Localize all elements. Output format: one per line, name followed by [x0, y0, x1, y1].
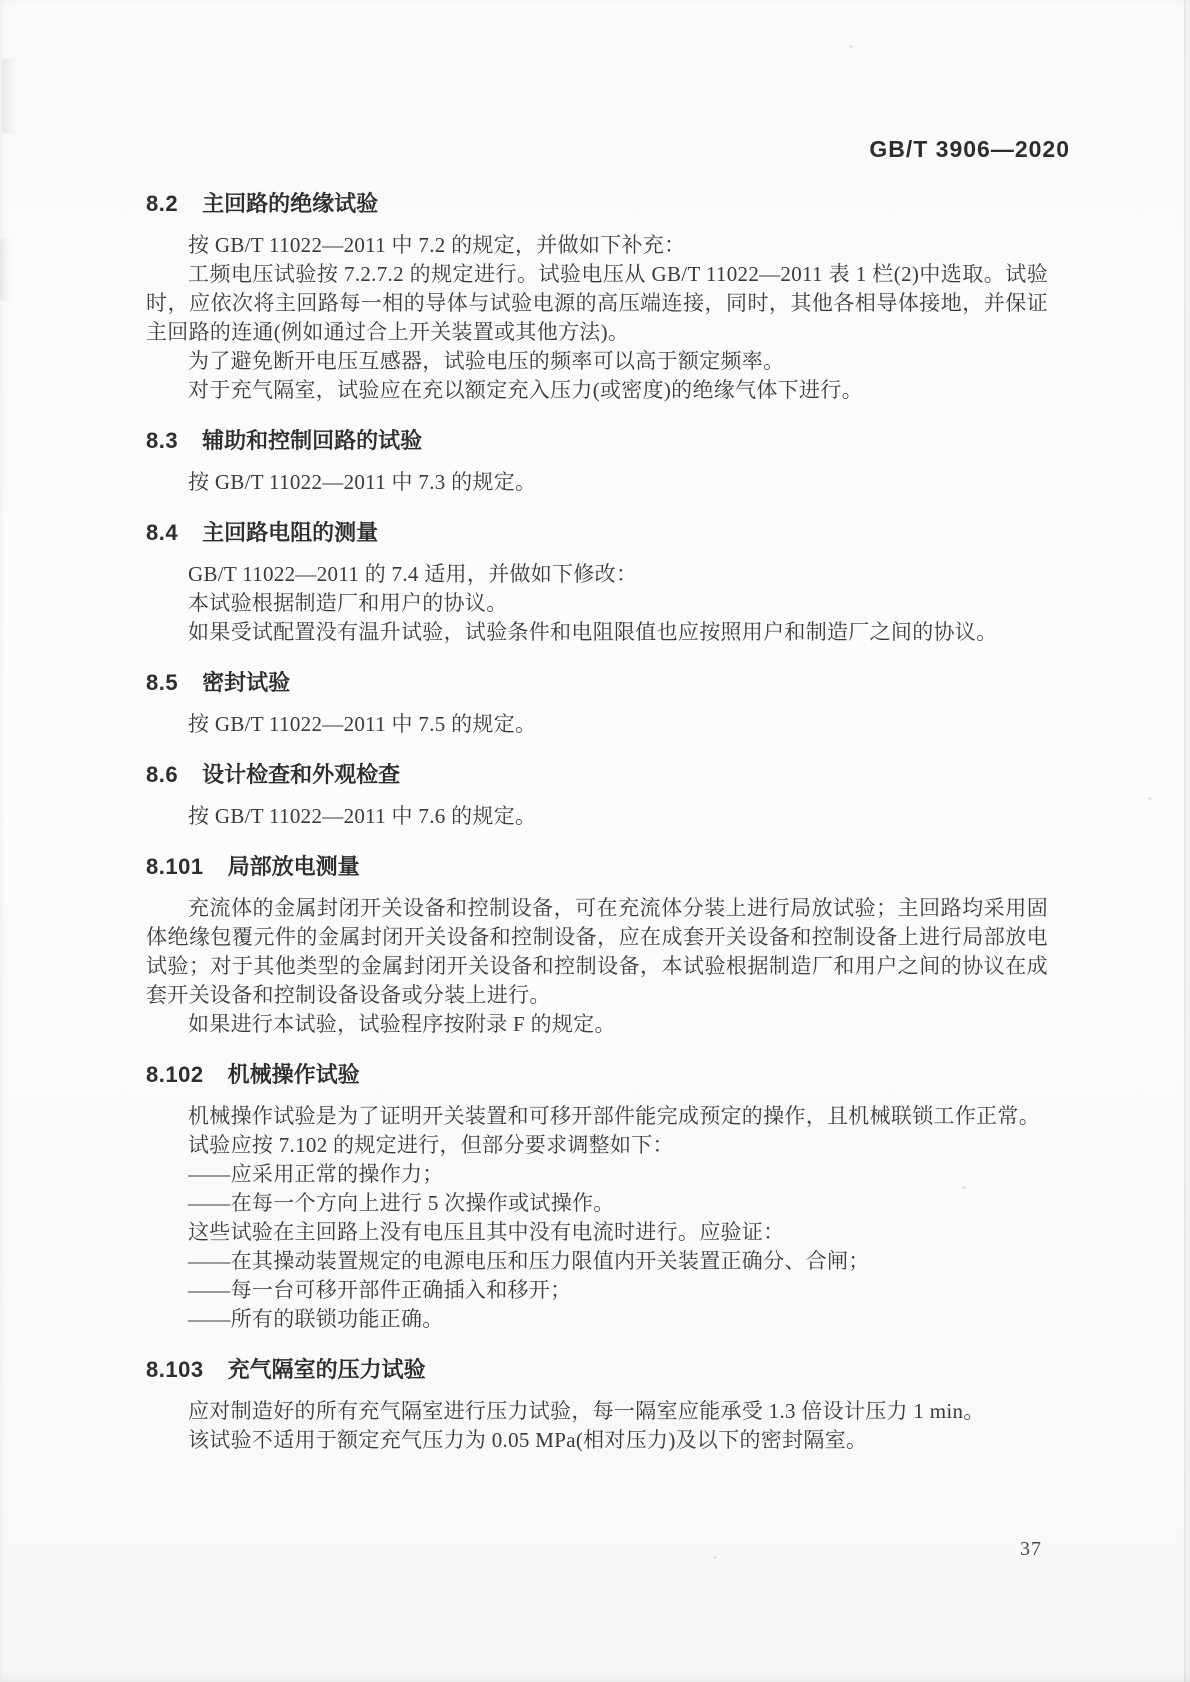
- list-item-dash: ——在其操动装置规定的电源电压和压力限值内开关装置正确分、合闸；: [188, 1249, 870, 1273]
- section-number: 8.3: [146, 428, 179, 453]
- section-8-5: [146, 671, 1048, 739]
- section-heading: [146, 671, 1048, 695]
- paragraph: GB/T 11022—2011 的 7.4 适用，并做如下修改：: [188, 562, 638, 586]
- page-number: 37: [1020, 1538, 1042, 1560]
- section-heading: [146, 192, 1048, 216]
- paragraph: 如果受试配置没有温升试验，试验条件和电阻限值也应按照用户和制造厂之间的协议。: [188, 620, 998, 644]
- section-8-4: [146, 521, 1048, 647]
- section-title: 机械操作试验: [227, 1062, 360, 1087]
- scan-smudge: [0, 238, 13, 302]
- paragraph: 如果进行本试验，试验程序按附录 F 的规定。: [188, 1012, 616, 1036]
- section-number: 8.101: [146, 854, 204, 879]
- paragraph: 按 GB/T 11022—2011 中 7.6 的规定。: [188, 804, 537, 828]
- paragraph: 为了避免断开电压互感器，试验电压的频率可以高于额定频率。: [188, 349, 785, 373]
- section-title: 主回路的绝缘试验: [202, 191, 379, 216]
- section-8-103: [146, 1358, 1048, 1455]
- scan-edge-line: [1184, 0, 1186, 1682]
- section-title: 设计检查和外观检查: [202, 762, 401, 787]
- section-heading: [146, 763, 1048, 787]
- section-8-3: [146, 429, 1048, 497]
- section-title: 主回路电阻的测量: [202, 520, 379, 545]
- list-item-dash: ——在每一个方向上进行 5 次操作或试操作。: [188, 1191, 615, 1215]
- section-number: 8.6: [146, 762, 179, 787]
- paragraph: 试验应按 7.102 的规定进行，但部分要求调整如下：: [188, 1133, 674, 1157]
- section-number: 8.5: [146, 670, 179, 695]
- section-number: 8.102: [146, 1062, 204, 1087]
- paragraph: 对于充气隔室，试验应在充以额定充入压力(或密度)的绝缘气体下进行。: [188, 378, 863, 402]
- paragraph: 充流体的金属封闭开关设备和控制设备，可在充流体分装上进行局放试验；主回路均采用固体绝缘包覆元件的金属封闭开关设备和控制设备，应在成套开关设备和控制设备上进行局部放电试验；对于其他类型的金属封闭开关设备和控制设备，本试验根据制造厂和用户之间的协议在成套开关设备和控制设备设备或分装上进行。: [146, 896, 1048, 1007]
- paragraph: 按 GB/T 11022—2011 中 7.2 的规定，并做如下补充：: [188, 233, 686, 257]
- standard-number-header: GB/T 3906—2020: [869, 136, 1070, 162]
- paragraph: 应对制造好的所有充气隔室进行压力试验，每一隔室应能承受 1.3 倍设计压力 1 min。: [188, 1399, 985, 1423]
- section-8-6: [146, 763, 1048, 831]
- scan-speck: [849, 45, 853, 48]
- paragraph: 按 GB/T 11022—2011 中 7.3 的规定。: [188, 470, 537, 494]
- section-title: 辅助和控制回路的试验: [202, 428, 423, 453]
- section-title: 局部放电测量: [227, 854, 360, 879]
- section-8-101: [146, 855, 1048, 1039]
- paragraph: 机械操作试验是为了证明开关装置和可移开部件能完成预定的操作，且机械联锁工作正常。: [188, 1104, 1040, 1128]
- page-content: [146, 192, 1048, 1455]
- list-item-dash: ——每一台可移开部件正确插入和移开；: [188, 1278, 572, 1302]
- paragraph: 工频电压试验按 7.2.7.2 的规定进行。试验电压从 GB/T 11022—2011 表 1 栏(2)中选取。试验时，应依次将主回路每一相的导体与试验电源的高压端连接，同时，其他各相导体接地，并保证主回路的连通(例如通过合上开关装置或其他方法)。: [146, 262, 1048, 344]
- section-heading: [146, 855, 1048, 879]
- section-title: 充气隔室的压力试验: [227, 1357, 426, 1382]
- scan-smudge: [2, 58, 18, 134]
- scan-speck: [1148, 797, 1152, 800]
- section-number: 8.2: [146, 191, 179, 216]
- section-heading: [146, 521, 1048, 545]
- paragraph: 这些试验在主回路上没有电压且其中没有电流时进行。应验证：: [188, 1220, 785, 1244]
- paragraph: 本试验根据制造厂和用户的协议。: [188, 591, 508, 615]
- section-heading: [146, 1358, 1048, 1382]
- section-8-2: [146, 192, 1048, 405]
- paragraph: 该试验不适用于额定充气压力为 0.05 MPa(相对压力)及以下的密封隔室。: [188, 1428, 868, 1452]
- section-heading: [146, 429, 1048, 453]
- section-number: 8.4: [146, 520, 179, 545]
- section-title: 密封试验: [202, 670, 291, 695]
- list-item-dash: ——所有的联锁功能正确。: [188, 1307, 444, 1331]
- section-heading: [146, 1063, 1048, 1087]
- paragraph: 按 GB/T 11022—2011 中 7.5 的规定。: [188, 712, 537, 736]
- list-item-dash: ——应采用正常的操作力；: [188, 1162, 444, 1186]
- scan-speck: [713, 1556, 717, 1559]
- section-8-102: [146, 1063, 1048, 1334]
- section-number: 8.103: [146, 1357, 204, 1382]
